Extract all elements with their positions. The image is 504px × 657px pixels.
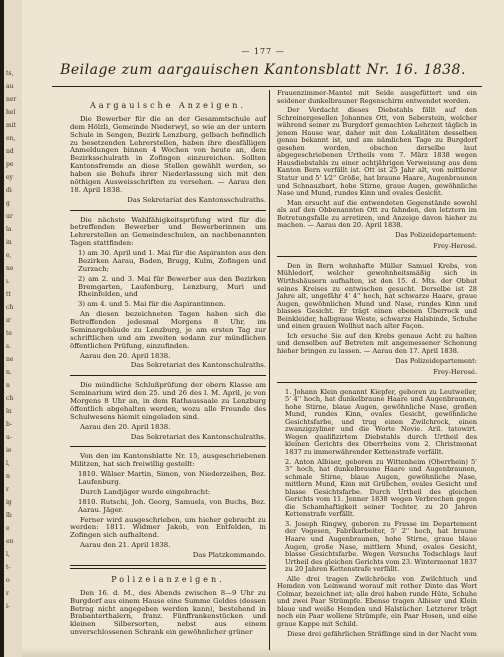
adjacent-page-fragment: u-: [6, 434, 12, 441]
notice-clothing: Alle drei tragen Zwilchröcke von Zwilchtuch und Hemden von Leinwand worauf mit rother Dinte das Wort Colmar, bezeichnet ist; alle drei haben runde Hüte, Schuhe und zwei Paar Strümpfe. Ebenso tragen Albiser und Klein blaue und weiße Hemden und Halstücher. Letzterer trägt noch ein Paar wollene Strümpfe, ein Paar Hosen, und eine graue Kappe mit Schild.: [277, 574, 477, 628]
notice-theft-continued: Frauenzimmer-Mantel mit Seide ausgefüttert und ein seidener dunkelbrauner Regenschirm entwendet worden.: [277, 89, 477, 105]
adjacent-page-fragment: ur: [6, 213, 13, 220]
adjacent-page-fragment: ts,: [6, 70, 14, 77]
notice-request: Man ersucht auf die entwendeten Gegenstände sowohl als auf den Obbenannten Ott zu fahnden, den letztern im Betretungsfalle zu arretiren, und Anzeige davon hieher zu machen. — Aarau den 20. April 1838.: [277, 198, 477, 230]
adjacent-page-fragment: ne: [6, 356, 14, 363]
adjacent-page-fragment: mit: [6, 122, 17, 129]
adjacent-page-fragment: ey: [6, 174, 13, 181]
date-line: Aarau den 20. April 1838.: [80, 422, 171, 431]
militia-entry: 1810. Rutschi, Joh. Georg, Samuels, von Buchs, Bez. Aarau. Jäger.: [78, 497, 266, 514]
notice-krebs-request: Ich ersuche Sie auf den Krebs genaue Acht zu halten und denselben auf Betreten mit angemessener Schonung hieher bringen zu lassen. — Aarau den 17. April 1838.: [277, 331, 477, 355]
signature: Das Sekretariat des Kantonschulraths.: [130, 432, 266, 441]
right-column: [277, 90, 477, 640]
adjacent-page-edge: [0, 0, 22, 657]
adjacent-page-fragment: ie: [6, 447, 12, 454]
adjacent-page-fragment: lb: [6, 512, 12, 519]
adjacent-page-fragment: l,: [6, 551, 10, 558]
signature: Das Platzkommando.: [192, 551, 266, 559]
page-header-title: Beilage zum aargauischen Kantonsblatt Nr. 16. 1838.: [60, 62, 466, 78]
signature: Das Sekretariat des Kantonsschulraths.: [127, 195, 266, 204]
section-title-polizeianzeigen: Polizeianzeigen.: [111, 574, 225, 584]
adjacent-page-fragment: te: [6, 330, 12, 337]
double-divider: [70, 565, 266, 569]
adjacent-page-fragment: t-: [6, 564, 11, 571]
signature: Das Sekretariat des Kantonschulraths.: [130, 361, 266, 370]
notice-suspect: Der Verdacht dieses Diebstahls fällt auf den Schreinergesellen Johannes Ott, von Seberstein, welcher während seiner zu Burgdorf gemachten Lehrzeit täglich in jenem Hause war, daher mit den Lokalitäten desselben genau bekannt ist, und am nämlichen Tage zu Burgdorf gesehen worden, obschon derselbe laut abgegeschriebenen Urtheils vom 7. März 1838 wegen Hausdiebstahls zu einer achtjährigen Verweisung aus dem Kanton Bern verfällt ist. Ott ist 25 Jahr alt, von mittlerer Statur und 5' 1⁄2'' Größe, hat braune Haare, Augenbraunen und Schnauzbart, hohe Stirne, graue Augen, gewöhnliche Nase und Mund, rundes Kinn und ovales Gesicht.: [277, 106, 477, 198]
signature-name: Frey-Herosé.: [433, 242, 477, 251]
header-rule: [52, 86, 482, 87]
adjacent-page-fragment: ı.: [6, 278, 10, 285]
page-shadow: [22, 647, 504, 657]
divider: [70, 210, 266, 211]
column-divider: [269, 90, 270, 650]
adjacent-page-fragment: g: [6, 200, 10, 207]
divider: [277, 256, 477, 257]
divider: [277, 382, 477, 383]
notice-militia-wanted: Ferner wird ausgeschrieben, um hieher gebracht zu werden: 1811. Widmer Jakob, von Entfelden, in Zofingen sich aufhaltend.: [70, 515, 266, 540]
adjacent-page-fragment: o: [6, 577, 10, 584]
adjacent-page-fragment: s.: [6, 343, 11, 350]
list-item: 3. Joseph Ringwy, geboren zu Fresse im Departement der Vogesen, Fabrikarbeiter, 5' 2'' hoch, hat braune Haare und Augenbraunen, hohe Stirne, graue blaue Augen, große Nase, mittlern Mund, ovales Gesicht, blasse Gesichtsfarbe. Wegen Versuchs Todschlags laut Urtheil des gleichen Gerichts vom 23. Wintermonat 1837 zu 20 Jahren Kettenstrafe verfällt.: [285, 519, 477, 574]
section-title-aargauische-anzeigen: Aargauische Anzeigen.: [90, 101, 246, 110]
signature-department: Das Polizeidepartement:: [395, 230, 477, 239]
adjacent-page-fragment: en,: [6, 135, 16, 142]
adjacent-page-fragment: ner: [6, 96, 17, 103]
adjacent-page-fragment: pe: [6, 161, 14, 168]
notice-final-exam: Die mündliche Schlußprüfung der obern Klasse am Seminarium wird den 25. und 26 des l. M. April, je von Morgens 8 Uhr an, in dem Rathaussaale zu Lenzburg öffentlich abgehalten werden, wozu alle Freunde des Schulwesens hiemit eingeladen sind.: [70, 381, 266, 421]
date-line: Aarau den 21. April 1838.: [80, 541, 171, 550]
adjacent-page-fragment: hel: [6, 109, 16, 116]
notice-exam-details: An diesen bezeichneten Tagen haben sich die Betreffenden jedesmal Morgens 8 Uhr, im Seminargebäude zu Lenzburg, je am ersten Tag zur schriftlichen und am zweiten sodann zur mündlichen öffentlichen Prüfung, einzufinden.: [70, 310, 266, 350]
page-number: — 177 —: [241, 47, 285, 56]
adjacent-page-fragment: n: [6, 473, 10, 480]
notice-teacher-positions: Die Bewerber für die an der Gesammtschule auf dem Hölzli, Gemeinde Niederwyl, so wie an der untern Schule in Sengen, Bezirk Lenzburg, gelbach befindlich zu besetzenden Lehrerstellen, haben ihre diesfälligen Anmeldungen binnen 4 Wochen von heute an, dem Bezirksschulrath in Zofingen einzureichen. Sollten Kantonsfremde an diese Stellen gewählt werden, so haben sie Behufs ihrer Niederlassung sich mit den nöthigen Ausweisschriften zu versehen. — Aarau den 18. April 1838.: [70, 114, 266, 194]
adjacent-page-fragment: r: [6, 486, 9, 493]
notice-militia-brought: Durch Landjäger wurde eingebracht:: [80, 487, 211, 496]
adjacent-page-fragment: e,: [6, 252, 12, 259]
adjacent-page-fragment: ne: [6, 265, 14, 272]
notice-militia: Von den im Kantonsblatte Nr. 15, ausgeschriebenen Militzen, hat sich freiwillig gestellt:: [70, 452, 266, 469]
adjacent-page-fragment: i-: [6, 603, 10, 610]
adjacent-page-fragment: in: [6, 239, 12, 246]
adjacent-page-fragment: ig: [6, 499, 12, 506]
notice-krebs: Den in Bern wohnhafte Müller Samuel Krebs, von Mühledorf, welcher gewohnheitsmäßig sich in Wirthshäusern aufhalten, ist den 15. d. Mts. der Obhut seines Kreises zu entwischen gesucht. Derselbe ist 28 Jahre alt, ungefähr 4' 4'' hoch, hat schwarze Haare, graue Augen, gewöhnlichen Mund und Nase, rundes Kinn und blasses Gesicht. Er trägt einen ebenen Überrock und Beinkleider, halbgraue Weste, schwarze Halsbinde, Schuhe und einen grauen Wollhut nach alter Façon.: [277, 261, 477, 331]
adjacent-page-fragment: ch: [6, 304, 14, 311]
list-item: 2. Anton Albiser, geboren zu Wittenheim (Oberrhein) 5' 3'' hoch, hat dunkelbraune Haare und Augenbraunen, schmale Stirne, blaue Augen, gewöhnliche Nase, mittlern Mund, Kinn mit Grübchen, ovales Gesicht und blasse Gesichtsfarbe. Durch Urtheil des gleichen Gerichts vom 11. Jenner 1838 wegen Verbrechen gegen die Schamhaftigkeit seiner Tochter, zu 20 Jahren Kettenstrafe verfällt.: [285, 457, 477, 519]
adjacent-page-fragment: b-: [6, 421, 12, 428]
adjacent-page-fragment: di: [6, 187, 12, 194]
list-item: 3) am 4. und 5. Mai für die Aspirantinnen.: [78, 300, 226, 309]
signature-department: Das Polizeidepartement:: [395, 356, 477, 365]
adjacent-page-fragment: ln: [6, 408, 12, 415]
adjacent-page-fragment: tt: [6, 291, 11, 298]
notice-theft: Den 16. d. M., des Abends zwischen 8—9 Uhr zu Burgdorf aus einem Hause eine Summe Geldes (dessen Betrag nicht angegeben werden kann), bestehend in Brabanterthalern, franz. Fünffrankenstücken und kleinen Silbersorten, nebst aus einem unverschlossenen Schrank ein gewöhnlicher grüner: [70, 588, 266, 637]
list-item: 1) am 30. April und 1. Mai für die Aspiranten aus den Bezirken Aarau, Baden, Brugg, Kulm, Zofingen und Zurzach;: [78, 249, 266, 273]
date-line: Aarau den 20. April 1838.: [80, 351, 171, 360]
adjacent-page-fragment: l,: [6, 460, 10, 467]
divider: [70, 375, 266, 376]
list-item: 2) am 2. und 3. Mai für Bewerber aus den Bezirken Bremgarten, Laufenburg, Lenzburg, Muri und Rheinfelden, und: [78, 274, 266, 299]
adjacent-page-fragment: ır: [6, 317, 11, 324]
list-item: 1. Johann Klein genannt Kiepfer, geboren zu Leutweiler, 5' 4'' hoch, hat dunkelbraune Haare und Augenbraunen, hohe Stirne, blaue Augen, gewöhnliche Nase, großen Mund, rundes Kinn, ovales Gesicht, gewöhnliche Gesichtsfarbe, und trug einen Zwilchrock, einen zwanzigzyliner und die Worte Novie. Aril. tatowirt. Wegen qualifizirtem Diebstahls durch Urtheil des kleinen Gerichts des Oberrheins vom 2. Christmonat 1837 zu immerwährender Kettenstrafe verfällt.: [285, 387, 477, 456]
signature-name: Frey-Herosé.: [433, 368, 477, 377]
adjacent-page-fragment: n.: [6, 369, 12, 376]
adjacent-page-fragment: la: [6, 226, 12, 233]
left-column: [70, 98, 266, 639]
notice-escape: Diese drei gefährlichen Sträflinge sind in der Nacht vom: [287, 629, 477, 638]
adjacent-page-fragment: n: [6, 382, 10, 389]
notice-exam-intro: Die nächste Wahlfähigkeitsprüfung wird für die betreffenden Bewerber und Bewerberinnen um Lehrerstellen an Gemeindeschulen, an nachbenannten Tagen stattfinden:: [70, 215, 266, 248]
adjacent-page-fragment: au: [6, 83, 14, 90]
adjacent-page-fragment: e: [6, 525, 10, 532]
adjacent-page-fragment: ch: [6, 395, 14, 402]
adjacent-page-fragment: en: [6, 538, 14, 545]
militia-entry: 1810. Wälser Martin, Simon, von Niederzeihen, Bez. Laufenburg.: [78, 470, 266, 486]
adjacent-page-fragment: r: [6, 590, 9, 597]
document-page: [22, 0, 504, 657]
divider: [70, 446, 266, 447]
adjacent-page-fragment: nd: [6, 148, 14, 155]
